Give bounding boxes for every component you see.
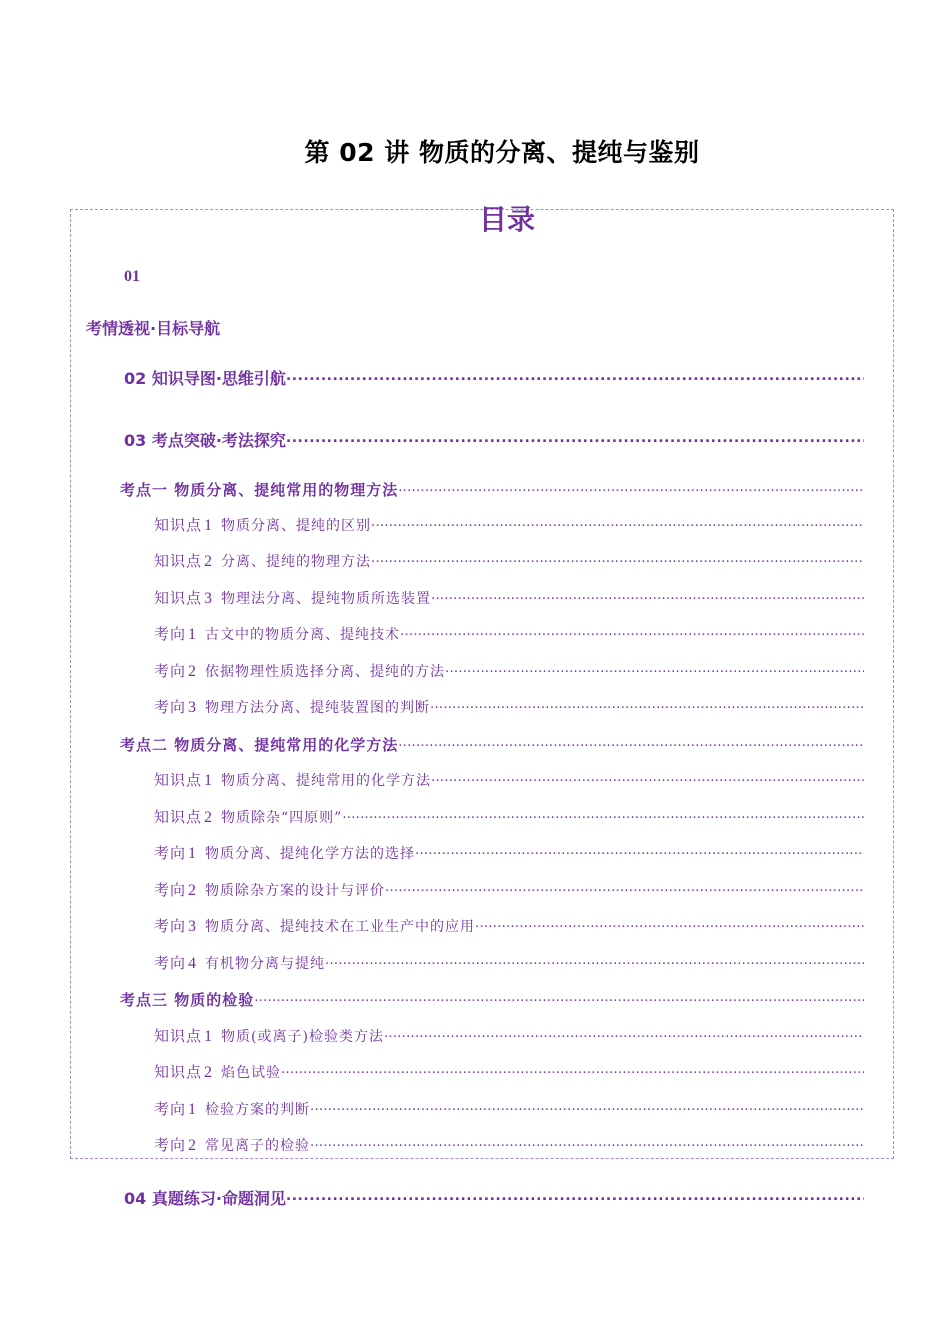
toc-item[interactable] [154, 696, 864, 717]
toc-item-prefix: 考向 [154, 625, 187, 643]
toc-item-number: 2 [204, 553, 214, 570]
dot-leader [431, 771, 864, 785]
toc-section-01-label[interactable]: 考情透视·目标导航 [86, 319, 221, 338]
toc-item-number: 1 [188, 1101, 198, 1118]
dot-leader [371, 552, 864, 566]
toc-kaodian-label: 考点三 物质的检验 [120, 991, 255, 1009]
dot-leader [431, 589, 864, 603]
toc-item-number: 2 [204, 1064, 214, 1081]
toc-item-prefix: 知识点 [154, 516, 203, 534]
dot-leader [398, 480, 864, 495]
toc-item-number: 2 [188, 663, 198, 680]
toc-item-number: 2 [188, 882, 198, 899]
toc-item-number: 4 [188, 955, 198, 972]
toc-item-number: 1 [204, 517, 214, 534]
toc-item-prefix: 考向 [154, 881, 187, 899]
dot-leader [254, 990, 864, 1005]
toc-item[interactable] [154, 842, 864, 863]
toc-section-02[interactable] [124, 366, 864, 389]
toc-section-03[interactable] [124, 428, 864, 451]
dot-leader [286, 430, 864, 446]
toc-item[interactable] [154, 514, 864, 535]
toc-item-prefix: 知识点 [154, 589, 203, 607]
dot-leader [286, 1188, 864, 1204]
toc-section-03-label: 03 考点突破·考法探究 [124, 431, 286, 450]
toc-item-text: 物质分离、提纯的区别 [221, 518, 372, 534]
toc-item-text: 有机物分离与提纯 [205, 956, 326, 972]
toc-item-prefix: 知识点 [154, 808, 203, 826]
toc-item-text: 古文中的物质分离、提纯技术 [205, 627, 401, 643]
toc-item-prefix: 知识点 [154, 552, 203, 570]
toc-item[interactable] [154, 623, 864, 644]
toc-item-text: 物理法分离、提纯物质所选装置 [221, 591, 432, 607]
toc-item-number: 1 [188, 845, 198, 862]
dot-leader [400, 625, 864, 639]
toc-frame [70, 209, 894, 1159]
toc-kaodian-label: 考点一 物质分离、提纯常用的物理方法 [120, 481, 399, 499]
toc-item-number: 3 [188, 918, 198, 935]
toc-item[interactable] [154, 1098, 864, 1119]
toc-item-number: 1 [188, 626, 198, 643]
dot-leader [310, 1136, 864, 1150]
toc-section-01-number[interactable]: 01 [124, 268, 140, 285]
toc-item-prefix: 知识点 [154, 1063, 203, 1081]
toc-item-prefix: 考向 [154, 954, 187, 972]
toc-item-number: 2 [204, 809, 214, 826]
toc-kaodian-label: 考点二 物质分离、提纯常用的化学方法 [120, 736, 399, 754]
toc-section-02-label: 02 知识导图·思维引航 [124, 369, 286, 388]
toc-item-text: 焰色试验 [221, 1065, 282, 1081]
toc-item[interactable] [154, 769, 864, 790]
toc-section-04[interactable] [124, 1186, 864, 1209]
toc-item-prefix: 知识点 [154, 771, 203, 789]
dot-leader [310, 1100, 864, 1114]
toc-item-text: 分离、提纯的物理方法 [221, 554, 372, 570]
toc-item-prefix: 考向 [154, 917, 187, 935]
toc-kaodian-1[interactable] [120, 479, 864, 500]
toc-item-number: 2 [188, 1137, 198, 1154]
dot-leader [325, 954, 864, 968]
document-title: 第 02 讲 物质的分离、提纯与鉴别 [304, 138, 700, 167]
toc-item-prefix: 考向 [154, 1100, 187, 1118]
dot-leader [342, 808, 864, 822]
toc-item[interactable] [154, 587, 864, 608]
toc-item-number: 1 [204, 1028, 214, 1045]
dot-leader [385, 881, 864, 895]
dot-leader [445, 662, 864, 676]
toc-item-number: 1 [204, 772, 214, 789]
toc-item-prefix: 考向 [154, 662, 187, 680]
toc-item-text: 检验方案的判断 [205, 1102, 311, 1118]
toc-item[interactable] [154, 952, 864, 973]
toc-item-text: 依据物理性质选择分离、提纯的方法 [205, 664, 446, 680]
toc-item-text: 常见离子的检验 [205, 1138, 311, 1154]
toc-item[interactable] [154, 806, 864, 827]
toc-item[interactable] [154, 915, 864, 936]
toc-item-prefix: 考向 [154, 698, 187, 716]
toc-item-text: 物质(或离子)检验类方法 [221, 1029, 384, 1045]
toc-item-text: 物质分离、提纯化学方法的选择 [205, 846, 416, 862]
toc-item[interactable] [154, 550, 864, 571]
toc-item-text: 物理方法分离、提纯装置图的判断 [205, 700, 431, 716]
dot-leader [415, 844, 864, 858]
toc-item-number: 3 [188, 699, 198, 716]
dot-leader [430, 698, 864, 712]
toc-item-text: 物质分离、提纯技术在工业生产中的应用 [205, 919, 476, 935]
dot-leader [371, 516, 864, 530]
dot-leader [281, 1063, 864, 1077]
toc-item-number: 3 [204, 590, 214, 607]
toc-item-prefix: 考向 [154, 1136, 187, 1154]
toc-item-prefix: 知识点 [154, 1027, 203, 1045]
toc-item[interactable] [154, 1134, 864, 1155]
dot-leader [398, 735, 864, 750]
toc-item[interactable] [154, 1025, 864, 1046]
toc-item[interactable] [154, 1061, 864, 1082]
dot-leader [475, 917, 864, 931]
toc-item-text: 物质除杂方案的设计与评价 [205, 883, 386, 899]
toc-section-04-label: 04 真题练习·命题洞见 [124, 1189, 286, 1208]
toc-kaodian-3[interactable] [120, 989, 864, 1010]
dot-leader [286, 368, 864, 384]
toc-heading: 目录 [478, 203, 535, 236]
toc-kaodian-2[interactable] [120, 734, 864, 755]
toc-item-text: 物质除杂“四原则” [221, 810, 343, 826]
toc-item[interactable] [154, 879, 864, 900]
toc-item[interactable] [154, 660, 864, 681]
toc-item-text: 物质分离、提纯常用的化学方法 [221, 773, 432, 789]
dot-leader [384, 1027, 864, 1041]
toc-item-prefix: 考向 [154, 844, 187, 862]
